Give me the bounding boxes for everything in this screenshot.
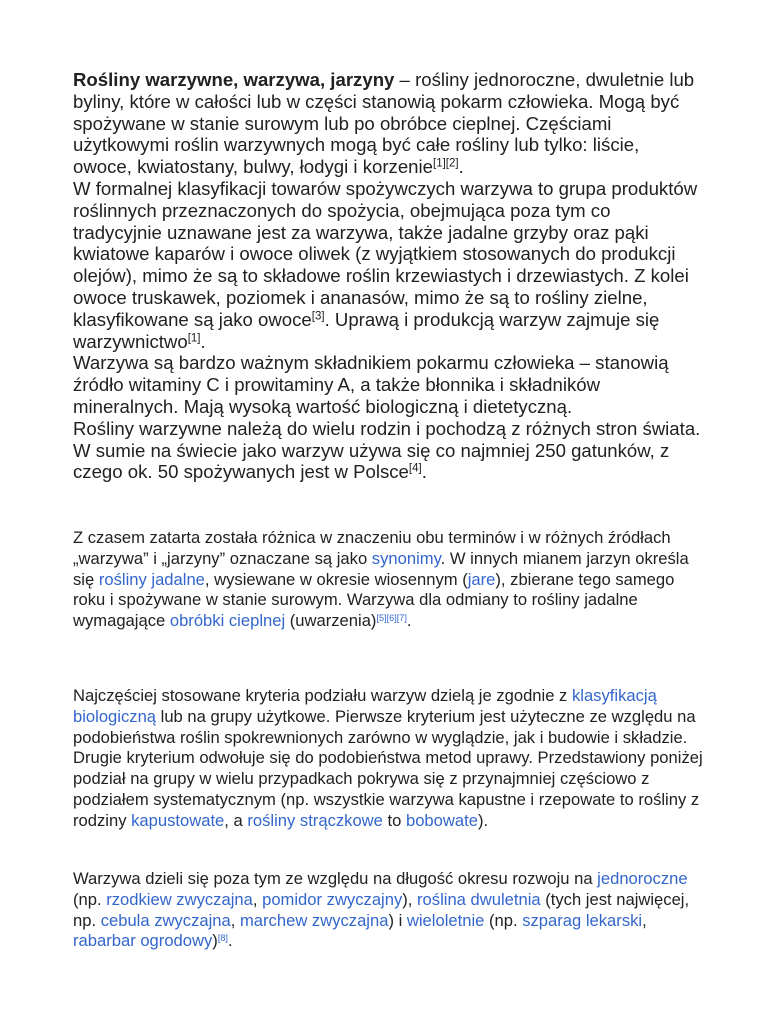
footnote-ref[interactable]: [3] (311, 310, 325, 323)
text: ), (402, 889, 418, 909)
link-obrobki-cieplnej[interactable]: obróbki cieplnej (169, 611, 286, 631)
text: . Uprawą i produkcją warzyw zajmuje się warzywnictwo (73, 308, 660, 352)
link-rosliny-straczkowe[interactable]: rośliny strączkowe (247, 810, 383, 830)
text: . (200, 330, 206, 352)
text: , (642, 910, 647, 930)
link-jednoroczne[interactable]: jednoroczne (597, 869, 688, 888)
text: , a (224, 810, 248, 830)
footnote-ref[interactable]: [4] (408, 463, 422, 476)
link-klasyfikacja-biologiczna[interactable]: klasyfikacją biologiczną (73, 686, 657, 726)
text: to (382, 810, 406, 830)
text: Warzywa są bardzo ważnym składnikiem pokarmu człowieka – stanowią źródło witaminy C i prowitaminy A, a także błonnika i składników mineralnych. Mają wysoką wartość biologiczną i dietetyczną. (73, 352, 669, 417)
text: ) i (388, 910, 407, 930)
link-rosliny-jadalne[interactable]: rośliny jadalne (98, 569, 205, 589)
article-term: Rośliny warzywne, warzywa, jarzyny (73, 69, 395, 90)
link-jare[interactable]: jare (467, 569, 496, 589)
footnote-ref[interactable]: [1] (187, 332, 201, 345)
link-marchew-zwyczajna[interactable]: marchew zwyczajna (239, 910, 389, 930)
link-wieloletnie[interactable]: wieloletnie (406, 910, 485, 930)
footnote-ref[interactable]: [8] (217, 933, 228, 944)
text: (np. (73, 889, 107, 909)
text: , (230, 910, 240, 930)
terminology-paragraph (73, 528, 703, 632)
text: – rośliny jednoroczne, dwuletnie lub byliny, które w całości lub w części stanowią pokarm człowieka. Mogą być spożywane w stanie surowym lub po obróbce cieplnej. Częściami użytkowymi roślin warzywnych mogą być całe rośliny lub tylko: liście, owoce, kwiatostany, bulwy, łodygi i korzenie (73, 69, 695, 178)
footnote-ref[interactable]: [5][6][7] (376, 613, 407, 624)
link-bobowate[interactable]: bobowate (405, 810, 478, 830)
text: ). (477, 810, 489, 830)
link-rabarbar-ogrodowy[interactable]: rabarbar ogrodowy (73, 931, 213, 951)
text: . (406, 611, 412, 631)
text: Rośliny warzywne należą do wielu rodzin i pochodzą z różnych stron świata. W sumie na świecie jako warzyw używa się co najmniej 250 gatunków, z czego ok. 50 spożywanych jest w Polsce (73, 417, 701, 483)
text: , wysiewane w okresie wiosennym ( (204, 569, 468, 589)
link-kapustowate[interactable]: kapustowate (131, 810, 225, 830)
text: . (458, 156, 464, 178)
text: . (421, 461, 427, 483)
text: lub na grupy użytkowe. Pierwsze kryterium jest użyteczne ze względu na podobieństwa roślin spokrewnionych zarówno w wyglądzie, jak i budowie i składzie. Drugie kryterium odwołuje się do podobieństwa metod uprawy. Przedstawiony poniżej podział na grupy w wielu przypadkach pokrywa się z przynajmniej częściowo z podziałem systematycznym (np. wszystkie warzywa kapustne i rzepowate to rośliny z rodziny (73, 706, 703, 830)
link-roslina-dwuletnia[interactable]: roślina dwuletnia (417, 889, 541, 909)
link-cebula-zwyczajna[interactable]: cebula zwyczajna (100, 910, 231, 930)
classification-paragraph (73, 686, 703, 832)
text: Najczęściej stosowane kryteria podziału warzyw dzielą je zgodnie z (73, 686, 572, 705)
link-pomidor-zwyczajny[interactable]: pomidor zwyczajny (262, 889, 403, 909)
link-rzodkiew-zwyczajna[interactable]: rzodkiew zwyczajna (106, 889, 253, 909)
text: , (252, 889, 263, 909)
text: Z czasem zatarta została różnica w znaczeniu obu terminów i w różnych źródłach „warzywa” i „jarzyny” oznaczane są jako (73, 528, 671, 568)
text: Warzywa dzieli się poza tym ze względu na długość okresu rozwoju na (73, 869, 598, 888)
intro-paragraph (73, 69, 703, 483)
text: (np. (484, 910, 523, 930)
text: (tych jest najwięcej, np. (73, 889, 690, 930)
link-synonimy[interactable]: synonimy (371, 548, 441, 568)
text: ) (212, 931, 218, 951)
link-szparag-lekarski[interactable]: szparag lekarski (522, 910, 643, 930)
lifecycle-paragraph (73, 869, 703, 952)
text: (uwarzenia) (285, 611, 377, 631)
text: ), zbierane tego samego roku i spożywane w stanie surowym. Warzywa dla odmiany to rośliny jadalne wymagające (73, 569, 675, 631)
text: . (227, 931, 233, 951)
text: W formalnej klasyfikacji towarów spożywczych warzywa to grupa produktów roślinnych przeznaczonych do spożycia, obejmująca poza tym co tradycyjnie uznawane jest za warzywa, także jadalne grzyby oraz pąki kwiatowe kaparów i owoce oliwek (z wyjątkiem stosowanych do produkcji olejów), mimo że są to składowe roślin krzewiastych i drzewiastych. Z kolei owoce truskawek, poziomek i ananasów, mimo że są to rośliny zielne, klasyfikowane są jako owoce (73, 177, 698, 330)
text: . W innych mianem jarzyn określa się (73, 548, 689, 589)
footnote-ref[interactable]: [1][2] (433, 157, 459, 170)
